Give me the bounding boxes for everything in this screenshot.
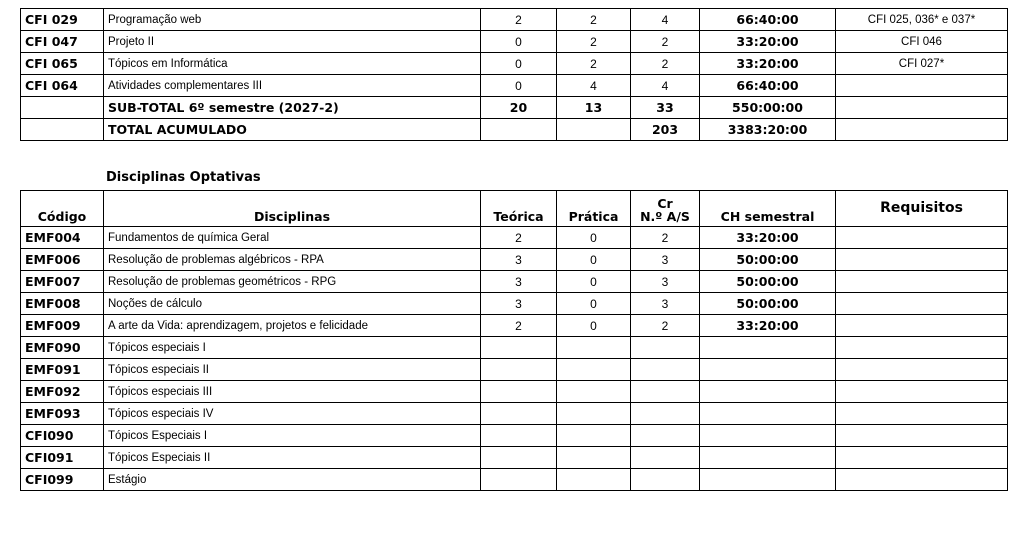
cr-cell [631, 359, 700, 381]
pratica-cell: 2 [557, 31, 631, 53]
teorica-cell [481, 359, 557, 381]
total-row [21, 119, 1008, 141]
ch-cell: 33:20:00 [700, 31, 836, 53]
cr-cell [631, 425, 700, 447]
header-ch: CH semestral [700, 191, 836, 227]
code-cell: CFI 047 [21, 31, 104, 53]
table-row [21, 53, 1008, 75]
code-cell: EMF009 [21, 315, 104, 337]
header-cr [631, 191, 700, 227]
header-pratica: Prática [557, 191, 631, 227]
pratica-cell [557, 425, 631, 447]
ch-cell [700, 381, 836, 403]
requisitos-cell [836, 249, 1008, 271]
subtotal-row [21, 97, 1008, 119]
requisitos-cell [836, 469, 1008, 491]
pratica-cell: 0 [557, 227, 631, 249]
ch-cell: 33:20:00 [700, 315, 836, 337]
pratica-cell: 0 [557, 315, 631, 337]
teorica-cell: 2 [481, 315, 557, 337]
subtotal-req [836, 97, 1008, 119]
table-row [21, 381, 1008, 403]
requisitos-cell [836, 227, 1008, 249]
table-row [21, 9, 1008, 31]
ch-cell [700, 337, 836, 359]
code-cell: CFI 064 [21, 75, 104, 97]
cr-cell: 3 [631, 249, 700, 271]
table-row [21, 249, 1008, 271]
optativas-title: Disciplinas Optativas [106, 170, 261, 185]
discipline-cell: Tópicos especiais IV [104, 403, 481, 425]
total-blank [21, 119, 104, 141]
pratica-cell: 2 [557, 53, 631, 75]
cr-cell [631, 337, 700, 359]
table-row [21, 293, 1008, 315]
ch-cell [700, 447, 836, 469]
pratica-cell: 4 [557, 75, 631, 97]
pratica-cell: 0 [557, 293, 631, 315]
cr-cell: 3 [631, 293, 700, 315]
code-cell: CFI099 [21, 469, 104, 491]
total-cr: 203 [631, 119, 700, 141]
discipline-cell: Projeto II [104, 31, 481, 53]
total-req [836, 119, 1008, 141]
subtotal-cr: 33 [631, 97, 700, 119]
requisitos-cell [836, 75, 1008, 97]
discipline-cell: Noções de cálculo [104, 293, 481, 315]
requisitos-cell [836, 293, 1008, 315]
subtotal-teorica: 20 [481, 97, 557, 119]
total-ch: 3383:20:00 [700, 119, 836, 141]
table-row [21, 469, 1008, 491]
discipline-cell: A arte da Vida: aprendizagem, projetos e felicidade [104, 315, 481, 337]
header-requisitos: Requisitos [836, 191, 1008, 227]
code-cell: EMF093 [21, 403, 104, 425]
teorica-cell: 0 [481, 75, 557, 97]
subtotal-label: SUB-TOTAL 6º semestre (2027-2) [104, 97, 481, 119]
discipline-cell: Atividades complementares III [104, 75, 481, 97]
requisitos-cell [836, 381, 1008, 403]
code-cell: EMF006 [21, 249, 104, 271]
subtotal-pratica: 13 [557, 97, 631, 119]
requisitos-cell: CFI 046 [836, 31, 1008, 53]
cr-cell [631, 403, 700, 425]
discipline-cell: Estágio [104, 469, 481, 491]
table-row [21, 271, 1008, 293]
header-cr-top: Cr [657, 196, 673, 211]
teorica-cell: 0 [481, 53, 557, 75]
teorica-cell [481, 469, 557, 491]
discipline-cell: Fundamentos de química Geral [104, 227, 481, 249]
ch-cell: 33:20:00 [700, 227, 836, 249]
pratica-cell: 0 [557, 249, 631, 271]
requisitos-cell [836, 403, 1008, 425]
code-cell: CFI 029 [21, 9, 104, 31]
optativas-table [20, 190, 1008, 491]
cr-cell [631, 469, 700, 491]
pratica-cell [557, 381, 631, 403]
table-row [21, 403, 1008, 425]
discipline-cell: Programação web [104, 9, 481, 31]
pratica-cell: 2 [557, 9, 631, 31]
header-row [21, 191, 1008, 227]
teorica-cell [481, 447, 557, 469]
teorica-cell [481, 337, 557, 359]
table-row [21, 227, 1008, 249]
subtotal-blank [21, 97, 104, 119]
code-cell: EMF090 [21, 337, 104, 359]
discipline-cell: Tópicos Especiais I [104, 425, 481, 447]
discipline-cell: Resolução de problemas geométricos - RPG [104, 271, 481, 293]
table-row [21, 31, 1008, 53]
ch-cell [700, 425, 836, 447]
ch-cell: 66:40:00 [700, 75, 836, 97]
header-code: Código [21, 191, 104, 227]
cr-cell [631, 447, 700, 469]
discipline-cell: Tópicos especiais III [104, 381, 481, 403]
code-cell: CFI091 [21, 447, 104, 469]
total-teorica [481, 119, 557, 141]
ch-cell [700, 403, 836, 425]
ch-cell: 50:00:00 [700, 249, 836, 271]
discipline-cell: Tópicos especiais I [104, 337, 481, 359]
subtotal-ch: 550:00:00 [700, 97, 836, 119]
requisitos-cell: CFI 025, 036* e 037* [836, 9, 1008, 31]
teorica-cell: 0 [481, 31, 557, 53]
total-label: TOTAL ACUMULADO [104, 119, 481, 141]
pratica-cell [557, 469, 631, 491]
ch-cell [700, 359, 836, 381]
cr-cell: 4 [631, 9, 700, 31]
discipline-cell: Tópicos em Informática [104, 53, 481, 75]
code-cell: CFI090 [21, 425, 104, 447]
requisitos-cell [836, 425, 1008, 447]
cr-cell [631, 381, 700, 403]
teorica-cell [481, 381, 557, 403]
ch-cell: 33:20:00 [700, 53, 836, 75]
teorica-cell: 2 [481, 9, 557, 31]
table-row [21, 75, 1008, 97]
code-cell: EMF007 [21, 271, 104, 293]
semester-table [20, 8, 1008, 141]
teorica-cell: 3 [481, 249, 557, 271]
requisitos-cell [836, 447, 1008, 469]
table-row [21, 359, 1008, 381]
cr-cell: 4 [631, 75, 700, 97]
cr-cell: 2 [631, 315, 700, 337]
cr-cell: 2 [631, 53, 700, 75]
requisitos-cell [836, 271, 1008, 293]
teorica-cell: 3 [481, 293, 557, 315]
code-cell: EMF008 [21, 293, 104, 315]
code-cell: CFI 065 [21, 53, 104, 75]
header-teorica: Teórica [481, 191, 557, 227]
requisitos-cell [836, 315, 1008, 337]
requisitos-cell: CFI 027* [836, 53, 1008, 75]
teorica-cell [481, 425, 557, 447]
ch-cell: 50:00:00 [700, 271, 836, 293]
pratica-cell: 0 [557, 271, 631, 293]
header-cr-bottom: N.º A/S [640, 209, 690, 224]
pratica-cell [557, 403, 631, 425]
code-cell: EMF092 [21, 381, 104, 403]
ch-cell [700, 469, 836, 491]
header-discipline: Disciplinas [104, 191, 481, 227]
discipline-cell: Resolução de problemas algébricos - RPA [104, 249, 481, 271]
teorica-cell [481, 403, 557, 425]
table-row [21, 315, 1008, 337]
code-cell: EMF004 [21, 227, 104, 249]
pratica-cell [557, 447, 631, 469]
discipline-cell: Tópicos especiais II [104, 359, 481, 381]
pratica-cell [557, 337, 631, 359]
total-pratica [557, 119, 631, 141]
table-row [21, 337, 1008, 359]
cr-cell: 2 [631, 31, 700, 53]
requisitos-cell [836, 337, 1008, 359]
ch-cell: 66:40:00 [700, 9, 836, 31]
requisitos-cell [836, 359, 1008, 381]
table-row [21, 447, 1008, 469]
cr-cell: 2 [631, 227, 700, 249]
pratica-cell [557, 359, 631, 381]
ch-cell: 50:00:00 [700, 293, 836, 315]
cr-cell: 3 [631, 271, 700, 293]
table-row [21, 425, 1008, 447]
code-cell: EMF091 [21, 359, 104, 381]
discipline-cell: Tópicos Especiais II [104, 447, 481, 469]
teorica-cell: 2 [481, 227, 557, 249]
teorica-cell: 3 [481, 271, 557, 293]
